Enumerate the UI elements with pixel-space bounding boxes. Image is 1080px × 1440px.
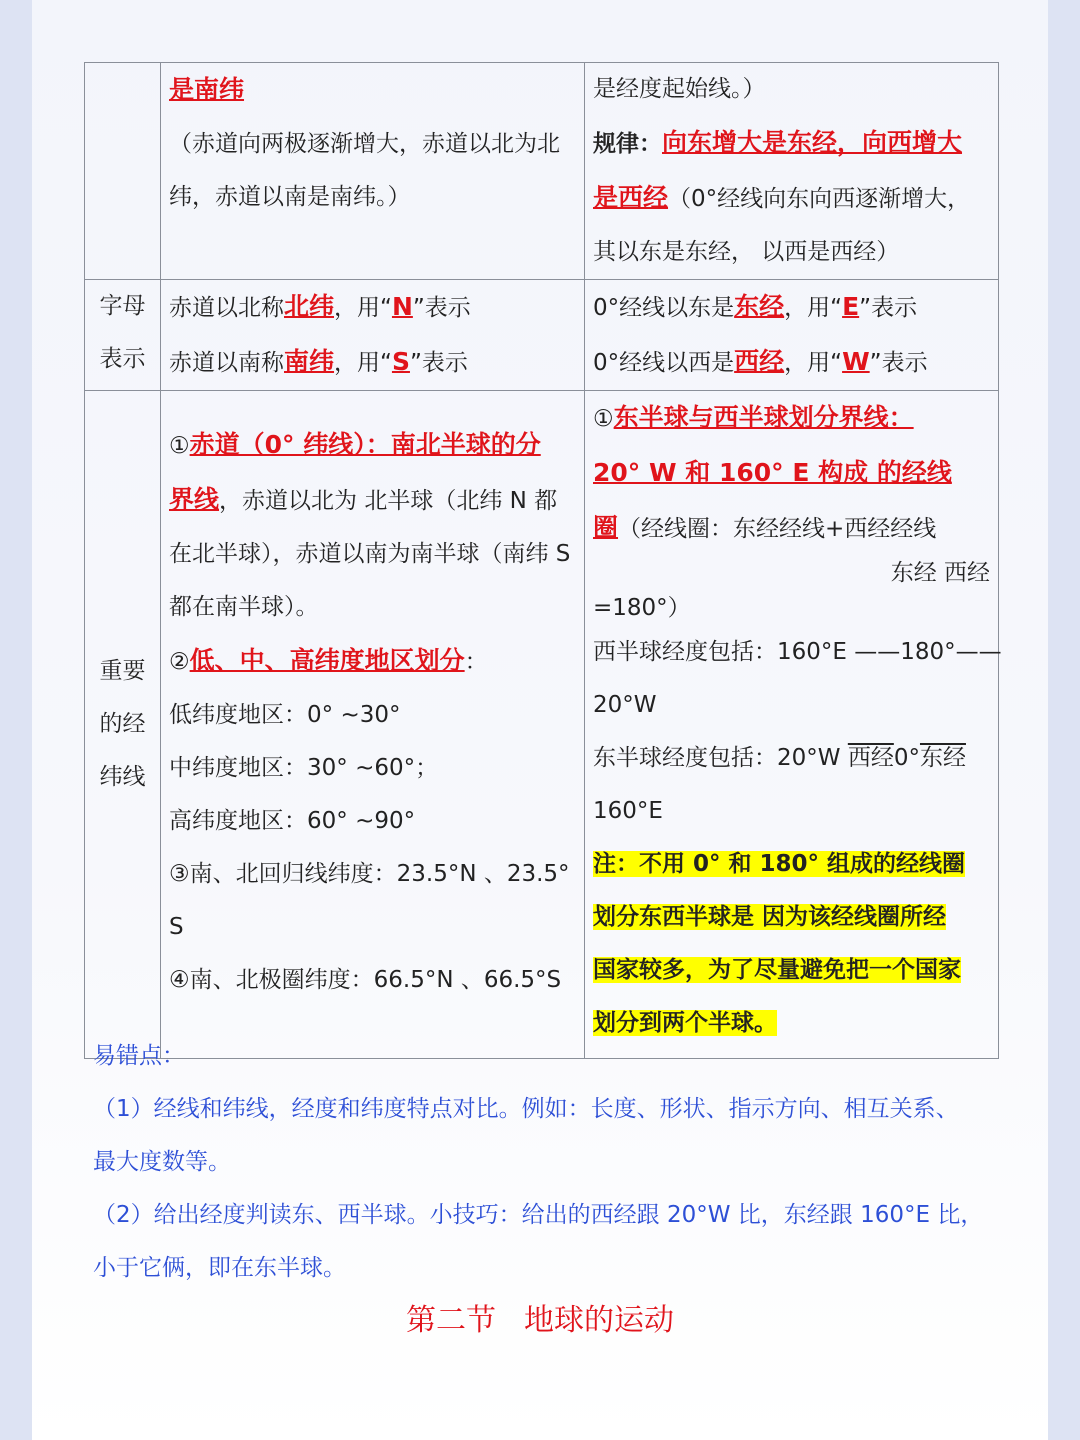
explain-line: （赤道向两极逐渐增大，赤道以北为北 xyxy=(169,131,560,157)
rule-label: 规律： xyxy=(593,131,662,157)
text-segment: ，用“ xyxy=(784,350,843,376)
text-segment: 0°经线以西是 xyxy=(593,350,735,376)
text-segment: ，赤道以北为 北半球（北纬 N 都 xyxy=(219,488,558,514)
red-keyword: 低、中、高纬度地区划分 xyxy=(189,646,465,675)
text-segment: ”表示 xyxy=(412,295,471,321)
text-segment: ”表示 xyxy=(869,350,928,376)
highlight-note: 划分东西半球是 因为该经线圈所经 xyxy=(593,904,947,930)
explain-line: 纬，赤道以南是南纬。） xyxy=(169,184,411,210)
text-segment: 西经 xyxy=(847,745,894,771)
text-line: =180°） xyxy=(593,595,691,621)
table-row xyxy=(85,63,999,280)
circled-number: ② xyxy=(169,649,190,675)
row-label xyxy=(85,280,161,391)
table-row xyxy=(85,280,999,391)
text-line: 160°E xyxy=(593,798,663,824)
red-keyword: 东经 xyxy=(734,292,785,321)
red-keyword: 北纬 xyxy=(284,292,335,321)
red-keyword: 东半球与西半球划分界线： xyxy=(613,403,914,432)
text-line: 高纬度地区：60° ~90° xyxy=(169,808,416,834)
letter-symbol: S xyxy=(391,347,410,376)
highlight-note: 注：不用 0° 和 180° 组成的经线圈 xyxy=(593,851,966,877)
text-segment: ，用“ xyxy=(784,295,843,321)
text-segment: ： xyxy=(464,649,488,675)
text-line: 20°W xyxy=(593,692,657,718)
longitude-cell xyxy=(585,63,999,280)
text-segment: ，用“ xyxy=(334,350,392,376)
note-line: 最大度数等。 xyxy=(93,1149,231,1175)
text-line: ④南、北极圈纬度：66.5°N 、66.5°S xyxy=(169,967,562,993)
letter-symbol: E xyxy=(842,292,860,321)
latitude-longitude-table xyxy=(84,62,1002,1059)
note-line: （2）给出经度判读东、西半球。小技巧：给出的西经跟 20°W 比，东经跟 160°E 比， xyxy=(93,1202,984,1228)
latitude-cell xyxy=(161,391,585,1059)
text-segment: 赤道以南称 xyxy=(169,350,284,376)
letter-symbol: N xyxy=(391,292,413,321)
row-label xyxy=(85,63,161,280)
label-line: 表示 xyxy=(99,346,146,372)
text-line: 西半球经度包括：160°E ——180°—— xyxy=(593,639,1002,665)
red-keyword: 圈 xyxy=(593,513,619,542)
letter-symbol: W xyxy=(842,347,870,376)
red-keyword: 赤道（0° 纬线）：南北半球的分 xyxy=(189,430,541,459)
text-segment: 东经 xyxy=(919,745,966,771)
note-line: （1）经线和纬线，经度和纬度特点对比。例如：长度、形状、指示方向、相互关系、 xyxy=(93,1096,959,1122)
circled-number: ① xyxy=(593,406,614,432)
longitude-cell xyxy=(585,391,1002,1059)
text-line: 其以东是东经， 以西是西经） xyxy=(593,239,900,265)
latitude-cell xyxy=(161,63,585,280)
text-segment: （0°经线向东向西逐渐增大， xyxy=(668,186,971,212)
label-line: 纬线 xyxy=(99,764,146,790)
label-line: 重要 xyxy=(99,658,146,684)
longitude-cell xyxy=(585,280,999,391)
highlight-note: 划分到两个半球。 xyxy=(593,1010,777,1036)
text-segment: 东半球经度包括：20°W xyxy=(593,745,848,771)
text-segment: 0°经线以东是 xyxy=(593,295,735,321)
text-line: S xyxy=(169,914,184,940)
text-line: 是经度起始线。） xyxy=(593,76,766,102)
text-line: ③南、北回归线纬度：23.5°N 、23.5° xyxy=(169,861,570,887)
error-prone-notes xyxy=(93,1030,993,1295)
notes-title: 易错点： xyxy=(93,1043,185,1069)
red-keyword: 是西经 xyxy=(593,183,669,212)
text-line: 中纬度地区：30° ~60°； xyxy=(169,755,439,781)
text-segment: ”表示 xyxy=(859,295,918,321)
text-line: 低纬度地区：0° ~30° xyxy=(169,702,401,728)
label-line: 的经 xyxy=(99,711,146,737)
text-segment: 0° xyxy=(893,745,920,771)
red-keyword: 是南纬 xyxy=(169,75,245,104)
circled-number: ① xyxy=(169,433,190,459)
subscript-labels: 东经 西经 xyxy=(890,560,990,586)
text-segment: （经线圈：东经经线+西经经线 xyxy=(618,516,937,542)
red-keyword: 西经 xyxy=(734,347,785,376)
text-segment: ，用“ xyxy=(334,295,392,321)
note-line: 小于它俩，即在东半球。 xyxy=(93,1255,346,1281)
row-label xyxy=(85,391,161,1059)
label-line: 字母 xyxy=(99,293,146,319)
red-keyword: 界线 xyxy=(169,485,220,514)
text-segment: 赤道以北称 xyxy=(169,295,284,321)
section-title xyxy=(0,1296,1080,1346)
table-row xyxy=(85,391,999,1059)
section-name: 地球的运动 xyxy=(524,1303,674,1338)
red-keyword: 20° W 和 160° E 构成 的经线 xyxy=(593,458,952,487)
text-segment: ”表示 xyxy=(409,350,468,376)
text-line: 都在南半球）。 xyxy=(169,594,319,620)
red-keyword: 南纬 xyxy=(284,347,335,376)
latitude-cell xyxy=(161,280,585,391)
red-keyword: 向东增大是东经，向西增大 xyxy=(662,128,963,157)
text-line: 在北半球），赤道以南为南半球（南纬 S xyxy=(169,541,571,567)
section-number: 第二节 xyxy=(406,1303,496,1338)
highlight-note: 国家较多，为了尽量避免把一个国家 xyxy=(593,957,961,983)
